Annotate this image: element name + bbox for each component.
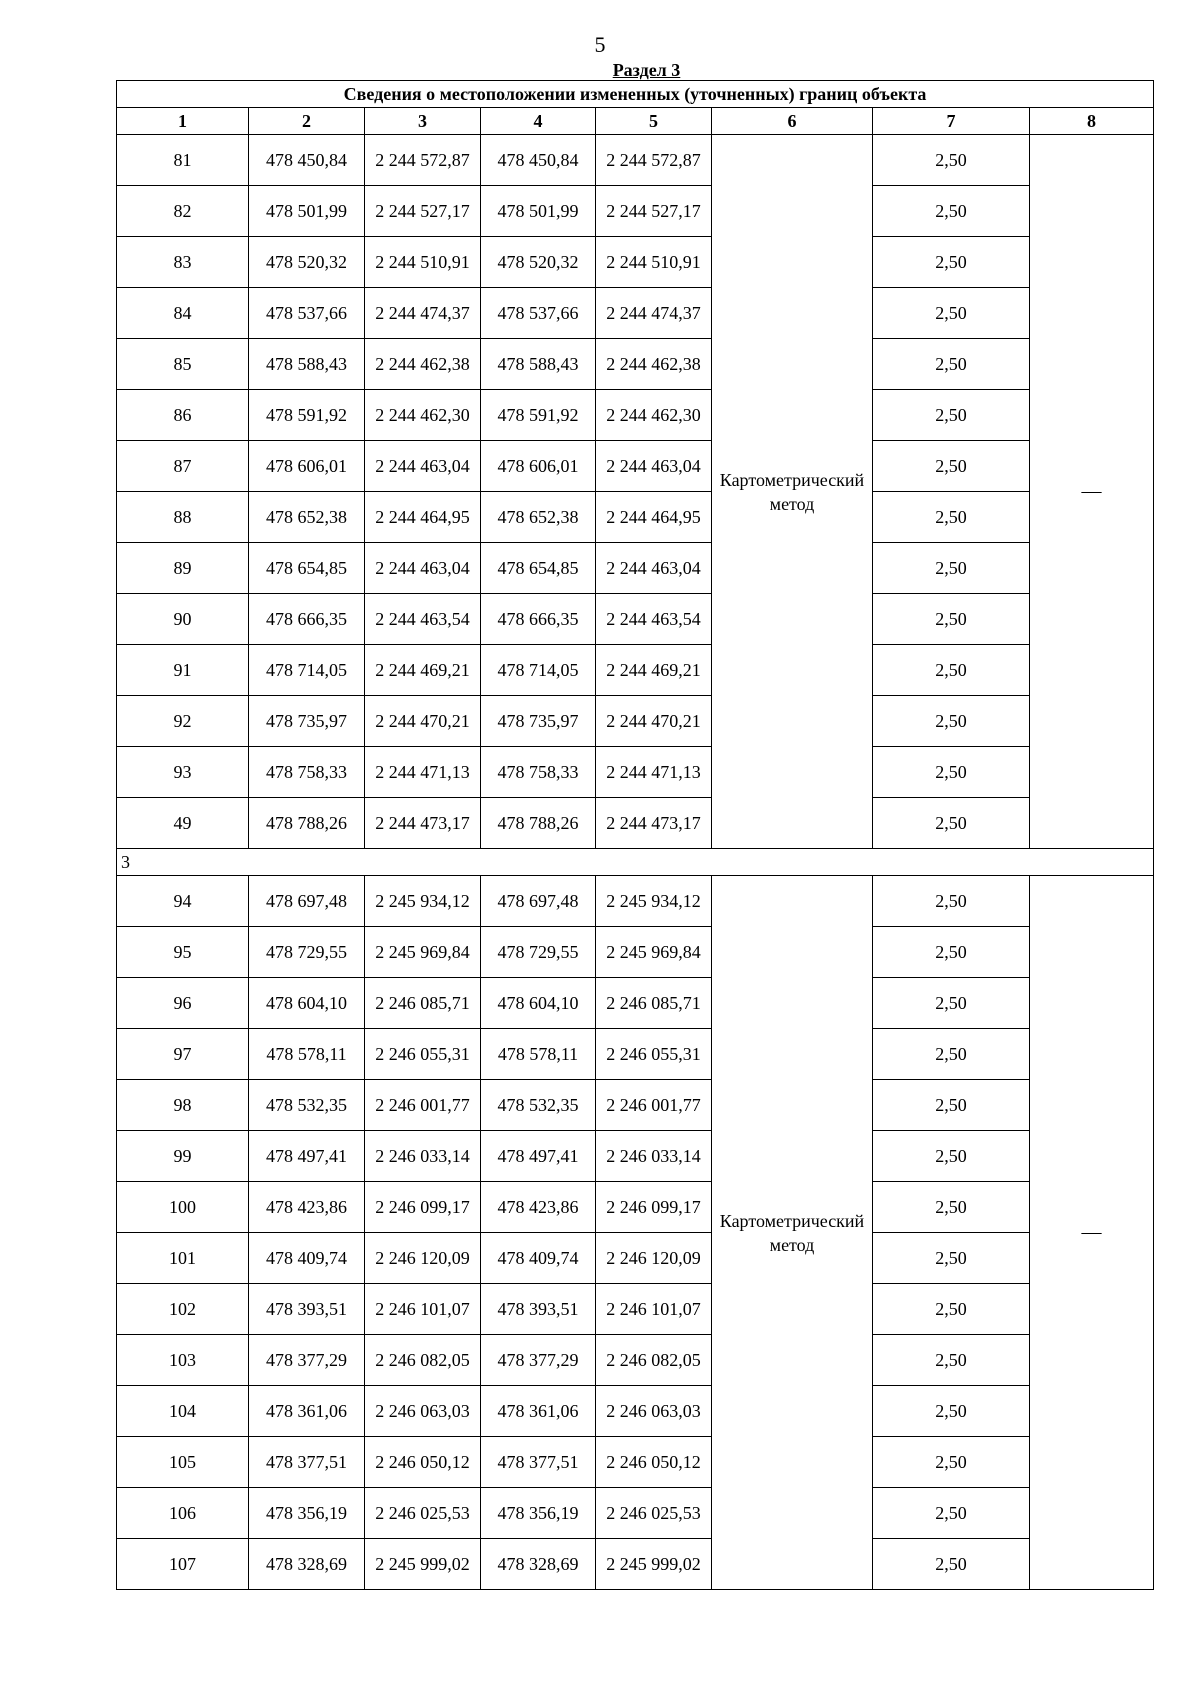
x-new-cell: 478 409,74 — [481, 1233, 596, 1284]
section-title: Раздел 3 — [612, 60, 681, 80]
table-row — [117, 978, 1154, 1029]
point-number-cell: 82 — [117, 186, 249, 237]
table-row — [117, 594, 1154, 645]
x-existing-cell: 478 652,38 — [249, 492, 365, 543]
accuracy-cell: 2,50 — [873, 1386, 1030, 1437]
x-existing-cell: 478 537,66 — [249, 288, 365, 339]
point-number-cell: 107 — [117, 1539, 249, 1590]
x-existing-cell: 478 377,29 — [249, 1335, 365, 1386]
x-new-cell: 478 328,69 — [481, 1539, 596, 1590]
table-row — [117, 1386, 1154, 1437]
accuracy-cell: 2,50 — [873, 390, 1030, 441]
y-new-cell: 2 245 999,02 — [596, 1539, 712, 1590]
x-new-cell: 478 356,19 — [481, 1488, 596, 1539]
y-new-cell: 2 244 464,95 — [596, 492, 712, 543]
accuracy-cell: 2,50 — [873, 1131, 1030, 1182]
x-new-cell: 478 532,35 — [481, 1080, 596, 1131]
y-new-cell: 2 246 120,09 — [596, 1233, 712, 1284]
y-existing-cell: 2 246 055,31 — [365, 1029, 481, 1080]
x-new-cell: 478 735,97 — [481, 696, 596, 747]
group-row — [117, 849, 1154, 876]
table-row — [117, 1029, 1154, 1080]
x-new-cell: 478 652,38 — [481, 492, 596, 543]
x-new-cell: 478 537,66 — [481, 288, 596, 339]
accuracy-cell: 2,50 — [873, 1335, 1030, 1386]
x-existing-cell: 478 788,26 — [249, 798, 365, 849]
x-new-cell: 478 591,92 — [481, 390, 596, 441]
x-new-cell: 478 377,51 — [481, 1437, 596, 1488]
table-row — [117, 1335, 1154, 1386]
y-existing-cell: 2 246 001,77 — [365, 1080, 481, 1131]
accuracy-cell: 2,50 — [873, 1437, 1030, 1488]
y-existing-cell: 2 244 462,38 — [365, 339, 481, 390]
y-new-cell: 2 246 063,03 — [596, 1386, 712, 1437]
x-existing-cell: 478 423,86 — [249, 1182, 365, 1233]
table-row — [117, 288, 1154, 339]
y-new-cell: 2 244 462,30 — [596, 390, 712, 441]
x-existing-cell: 478 377,51 — [249, 1437, 365, 1488]
y-new-cell: 2 244 462,38 — [596, 339, 712, 390]
point-number-cell: 100 — [117, 1182, 249, 1233]
table-row — [117, 1182, 1154, 1233]
point-number-cell: 96 — [117, 978, 249, 1029]
table-row — [117, 339, 1154, 390]
table-row — [117, 696, 1154, 747]
y-new-cell: 2 246 025,53 — [596, 1488, 712, 1539]
point-number-cell: 98 — [117, 1080, 249, 1131]
x-existing-cell: 478 654,85 — [249, 543, 365, 594]
point-number-cell: 89 — [117, 543, 249, 594]
accuracy-cell: 2,50 — [873, 1539, 1030, 1590]
table-row — [117, 1284, 1154, 1335]
table-row — [117, 390, 1154, 441]
y-existing-cell: 2 244 527,17 — [365, 186, 481, 237]
point-number-cell: 85 — [117, 339, 249, 390]
table-row — [117, 1233, 1154, 1284]
table-row — [117, 1131, 1154, 1182]
y-new-cell: 2 245 934,12 — [596, 876, 712, 927]
point-number-cell: 81 — [117, 135, 249, 186]
column-header: 8 — [1030, 108, 1154, 135]
table-row — [117, 237, 1154, 288]
y-existing-cell: 2 245 969,84 — [365, 927, 481, 978]
y-existing-cell: 2 244 469,21 — [365, 645, 481, 696]
table-row — [117, 543, 1154, 594]
y-new-cell: 2 246 085,71 — [596, 978, 712, 1029]
point-number-cell: 90 — [117, 594, 249, 645]
point-number-cell: 95 — [117, 927, 249, 978]
note-cell: — — [1030, 135, 1154, 849]
column-header: 6 — [712, 108, 873, 135]
y-new-cell: 2 244 572,87 — [596, 135, 712, 186]
x-new-cell: 478 604,10 — [481, 978, 596, 1029]
y-existing-cell: 2 246 082,05 — [365, 1335, 481, 1386]
note-cell: — — [1030, 876, 1154, 1590]
y-existing-cell: 2 246 025,53 — [365, 1488, 481, 1539]
x-existing-cell: 478 578,11 — [249, 1029, 365, 1080]
x-new-cell: 478 377,29 — [481, 1335, 596, 1386]
column-header: 2 — [249, 108, 365, 135]
x-new-cell: 478 729,55 — [481, 927, 596, 978]
accuracy-cell: 2,50 — [873, 135, 1030, 186]
x-existing-cell: 478 758,33 — [249, 747, 365, 798]
y-existing-cell: 2 244 470,21 — [365, 696, 481, 747]
x-existing-cell: 478 697,48 — [249, 876, 365, 927]
y-new-cell: 2 244 474,37 — [596, 288, 712, 339]
point-number-cell: 102 — [117, 1284, 249, 1335]
table-row — [117, 798, 1154, 849]
x-existing-cell: 478 735,97 — [249, 696, 365, 747]
accuracy-cell: 2,50 — [873, 594, 1030, 645]
y-existing-cell: 2 244 474,37 — [365, 288, 481, 339]
table-row — [117, 747, 1154, 798]
y-new-cell: 2 244 473,17 — [596, 798, 712, 849]
table-row — [117, 441, 1154, 492]
point-number-cell: 104 — [117, 1386, 249, 1437]
y-new-cell: 2 246 050,12 — [596, 1437, 712, 1488]
accuracy-cell: 2,50 — [873, 1233, 1030, 1284]
y-existing-cell: 2 244 463,54 — [365, 594, 481, 645]
accuracy-cell: 2,50 — [873, 1284, 1030, 1335]
point-number-cell: 105 — [117, 1437, 249, 1488]
x-new-cell: 478 758,33 — [481, 747, 596, 798]
x-new-cell: 478 606,01 — [481, 441, 596, 492]
accuracy-cell: 2,50 — [873, 237, 1030, 288]
y-existing-cell: 2 244 463,04 — [365, 543, 481, 594]
y-new-cell: 2 244 463,04 — [596, 543, 712, 594]
y-new-cell: 2 244 510,91 — [596, 237, 712, 288]
x-new-cell: 478 501,99 — [481, 186, 596, 237]
accuracy-cell: 2,50 — [873, 1029, 1030, 1080]
accuracy-cell: 2,50 — [873, 876, 1030, 927]
x-new-cell: 478 520,32 — [481, 237, 596, 288]
x-existing-cell: 478 714,05 — [249, 645, 365, 696]
point-number-cell: 99 — [117, 1131, 249, 1182]
accuracy-cell: 2,50 — [873, 927, 1030, 978]
table-row — [117, 492, 1154, 543]
y-new-cell: 2 244 471,13 — [596, 747, 712, 798]
y-existing-cell: 2 246 085,71 — [365, 978, 481, 1029]
table-row — [117, 876, 1154, 927]
accuracy-cell: 2,50 — [873, 696, 1030, 747]
column-header: 5 — [596, 108, 712, 135]
y-new-cell: 2 244 463,54 — [596, 594, 712, 645]
x-existing-cell: 478 393,51 — [249, 1284, 365, 1335]
accuracy-cell: 2,50 — [873, 543, 1030, 594]
y-existing-cell: 2 244 463,04 — [365, 441, 481, 492]
header-row — [117, 108, 1154, 135]
y-existing-cell: 2 246 101,07 — [365, 1284, 481, 1335]
x-new-cell: 478 450,84 — [481, 135, 596, 186]
y-new-cell: 2 246 099,17 — [596, 1182, 712, 1233]
accuracy-cell: 2,50 — [873, 1080, 1030, 1131]
x-existing-cell: 478 361,06 — [249, 1386, 365, 1437]
method-cell: Картометрический метод — [712, 876, 873, 1590]
x-existing-cell: 478 666,35 — [249, 594, 365, 645]
point-number-cell: 93 — [117, 747, 249, 798]
accuracy-cell: 2,50 — [873, 798, 1030, 849]
point-number-cell: 86 — [117, 390, 249, 441]
y-existing-cell: 2 246 033,14 — [365, 1131, 481, 1182]
boundary-table — [116, 80, 1154, 1590]
x-new-cell: 478 588,43 — [481, 339, 596, 390]
table-row — [117, 135, 1154, 186]
column-header: 1 — [117, 108, 249, 135]
x-new-cell: 478 654,85 — [481, 543, 596, 594]
y-new-cell: 2 244 463,04 — [596, 441, 712, 492]
y-new-cell: 2 246 082,05 — [596, 1335, 712, 1386]
x-existing-cell: 478 501,99 — [249, 186, 365, 237]
y-existing-cell: 2 244 462,30 — [365, 390, 481, 441]
point-number-cell: 106 — [117, 1488, 249, 1539]
point-number-cell: 92 — [117, 696, 249, 747]
y-existing-cell: 2 246 120,09 — [365, 1233, 481, 1284]
accuracy-cell: 2,50 — [873, 492, 1030, 543]
y-new-cell: 2 246 101,07 — [596, 1284, 712, 1335]
method-cell: Картометрический метод — [712, 135, 873, 849]
point-number-cell: 103 — [117, 1335, 249, 1386]
point-number-cell: 83 — [117, 237, 249, 288]
point-number-cell: 84 — [117, 288, 249, 339]
y-existing-cell: 2 244 572,87 — [365, 135, 481, 186]
accuracy-cell: 2,50 — [873, 1488, 1030, 1539]
column-header: 3 — [365, 108, 481, 135]
point-number-cell: 101 — [117, 1233, 249, 1284]
x-existing-cell: 478 409,74 — [249, 1233, 365, 1284]
y-new-cell: 2 246 033,14 — [596, 1131, 712, 1182]
x-new-cell: 478 666,35 — [481, 594, 596, 645]
point-number-cell: 88 — [117, 492, 249, 543]
x-new-cell: 478 497,41 — [481, 1131, 596, 1182]
y-existing-cell: 2 244 473,17 — [365, 798, 481, 849]
x-existing-cell: 478 591,92 — [249, 390, 365, 441]
x-existing-cell: 478 532,35 — [249, 1080, 365, 1131]
page-number: 5 — [594, 32, 606, 57]
y-existing-cell: 2 246 050,12 — [365, 1437, 481, 1488]
point-number-cell: 87 — [117, 441, 249, 492]
x-existing-cell: 478 604,10 — [249, 978, 365, 1029]
y-new-cell: 2 245 969,84 — [596, 927, 712, 978]
y-existing-cell: 2 246 063,03 — [365, 1386, 481, 1437]
x-existing-cell: 478 520,32 — [249, 237, 365, 288]
y-new-cell: 2 246 001,77 — [596, 1080, 712, 1131]
group-label: 3 — [117, 849, 1154, 876]
accuracy-cell: 2,50 — [873, 288, 1030, 339]
y-existing-cell: 2 244 510,91 — [365, 237, 481, 288]
x-existing-cell: 478 328,69 — [249, 1539, 365, 1590]
x-existing-cell: 478 356,19 — [249, 1488, 365, 1539]
table-row — [117, 1080, 1154, 1131]
table-row — [117, 1488, 1154, 1539]
point-number-cell: 94 — [117, 876, 249, 927]
point-number-cell: 97 — [117, 1029, 249, 1080]
x-new-cell: 478 697,48 — [481, 876, 596, 927]
accuracy-cell: 2,50 — [873, 978, 1030, 1029]
x-new-cell: 478 578,11 — [481, 1029, 596, 1080]
accuracy-cell: 2,50 — [873, 441, 1030, 492]
accuracy-cell: 2,50 — [873, 339, 1030, 390]
accuracy-cell: 2,50 — [873, 186, 1030, 237]
y-new-cell: 2 244 469,21 — [596, 645, 712, 696]
table-row — [117, 1539, 1154, 1590]
x-existing-cell: 478 588,43 — [249, 339, 365, 390]
y-existing-cell: 2 244 464,95 — [365, 492, 481, 543]
y-existing-cell: 2 246 099,17 — [365, 1182, 481, 1233]
x-new-cell: 478 714,05 — [481, 645, 596, 696]
x-existing-cell: 478 606,01 — [249, 441, 365, 492]
y-existing-cell: 2 245 934,12 — [365, 876, 481, 927]
table-row — [117, 186, 1154, 237]
x-new-cell: 478 423,86 — [481, 1182, 596, 1233]
x-existing-cell: 478 729,55 — [249, 927, 365, 978]
accuracy-cell: 2,50 — [873, 645, 1030, 696]
column-header: 7 — [873, 108, 1030, 135]
x-new-cell: 478 788,26 — [481, 798, 596, 849]
y-new-cell: 2 244 527,17 — [596, 186, 712, 237]
table-row — [117, 1437, 1154, 1488]
table-row — [117, 927, 1154, 978]
point-number-cell: 49 — [117, 798, 249, 849]
y-new-cell: 2 244 470,21 — [596, 696, 712, 747]
column-header: 4 — [481, 108, 596, 135]
table-title: Сведения о местоположении измененных (уточненных) границ объекта — [117, 81, 1154, 108]
y-existing-cell: 2 244 471,13 — [365, 747, 481, 798]
x-new-cell: 478 393,51 — [481, 1284, 596, 1335]
x-existing-cell: 478 497,41 — [249, 1131, 365, 1182]
x-new-cell: 478 361,06 — [481, 1386, 596, 1437]
x-existing-cell: 478 450,84 — [249, 135, 365, 186]
accuracy-cell: 2,50 — [873, 747, 1030, 798]
table-row — [117, 645, 1154, 696]
y-existing-cell: 2 245 999,02 — [365, 1539, 481, 1590]
y-new-cell: 2 246 055,31 — [596, 1029, 712, 1080]
point-number-cell: 91 — [117, 645, 249, 696]
accuracy-cell: 2,50 — [873, 1182, 1030, 1233]
